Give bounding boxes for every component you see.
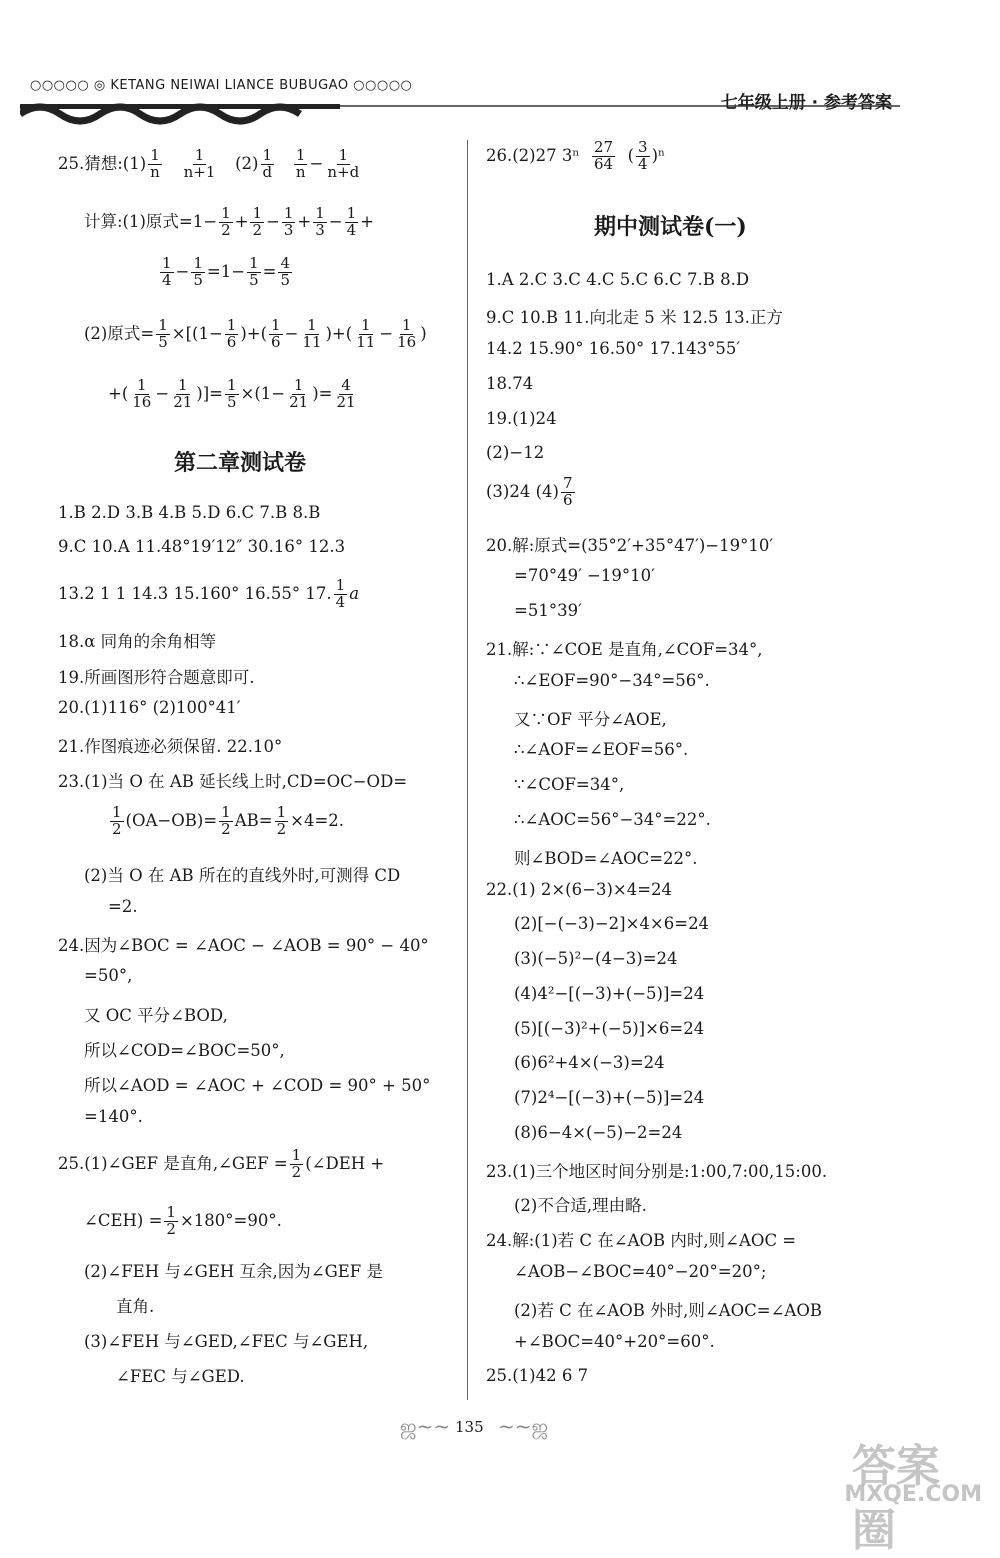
- denominator: 5: [280, 270, 290, 289]
- text-segment: −: [328, 211, 343, 231]
- fraction: [247, 256, 261, 289]
- denominator: 21: [289, 392, 309, 411]
- denominator: n+d: [327, 162, 360, 181]
- denominator: n: [295, 162, 306, 181]
- answer-line: =140°.: [84, 1107, 143, 1126]
- answer-line: (2)[−(−3)−2]×4×6=24: [514, 914, 710, 933]
- fraction: [171, 378, 194, 411]
- text-segment: )+(: [325, 323, 353, 343]
- numerator: 1: [150, 146, 160, 164]
- numerator: 1: [307, 316, 317, 334]
- text-segment: −: [175, 261, 190, 281]
- answer-line: 20.(1)116° (2)100°41′: [58, 698, 241, 717]
- denominator: d: [262, 162, 273, 181]
- header-decor-band: [20, 100, 900, 128]
- answer-line: (2)∠FEH 与∠GEH 互余,因为∠GEF 是: [84, 1262, 383, 1281]
- numerator: 1: [346, 204, 357, 222]
- fraction: [278, 256, 292, 289]
- fraction: [561, 476, 575, 509]
- answer-line: 23.(1)当 O 在 AB 延长线上时,CD=OC−OD=: [58, 772, 408, 791]
- denominator: 2: [112, 819, 122, 838]
- answer-line: ∠AOB−∠BOC=40°−20°=20°;: [514, 1262, 767, 1281]
- fraction: [345, 206, 359, 239]
- denominator: 5: [158, 332, 168, 351]
- numerator: 1: [166, 1203, 176, 1221]
- text-segment: ×4=2.: [290, 810, 345, 830]
- fraction: [395, 318, 418, 351]
- text-segment: 25.猜想:(1): [58, 153, 147, 173]
- fraction: [225, 318, 239, 351]
- denominator: 64: [594, 154, 614, 173]
- text-segment: ×180°=90°.: [179, 1210, 282, 1230]
- numerator: 1: [194, 146, 205, 164]
- answer-line: 24.因为∠BOC = ∠AOC − ∠AOB = 90° − 40°: [58, 936, 429, 955]
- answer-line: 20.解:原式=(35°2′+35°47′)−19°10′: [486, 536, 774, 555]
- text-segment: )ⁿ: [651, 145, 666, 165]
- right-q26: [486, 140, 665, 173]
- section-title-midterm: 期中测试卷(一): [594, 214, 747, 240]
- numerator: 1: [193, 254, 203, 272]
- answer-line: (3)(−5)²−(4−3)=24: [514, 949, 678, 968]
- numerator: 1: [112, 803, 122, 821]
- fraction: [250, 206, 264, 239]
- numerator: 1: [295, 146, 306, 164]
- fraction: [334, 378, 357, 411]
- answer-line: 24.解:(1)若 C 在∠AOB 内时,则∠AOC =: [486, 1231, 797, 1250]
- answer-line: 1.A 2.C 3.C 4.C 5.C 6.C 7.B 8.D: [486, 270, 750, 289]
- numerator: 4: [280, 254, 290, 272]
- denominator: 2: [221, 819, 231, 838]
- answer-line: +∠BOC=40°+20°=60°.: [514, 1332, 715, 1351]
- denominator: 21: [336, 392, 356, 411]
- answer-line: ∴∠EOF=90°−34°=56°.: [514, 671, 710, 690]
- fraction: [130, 378, 153, 411]
- answer-line: 9.C 10.B 11.向北走 5 米 12.5 13.正方: [486, 308, 783, 327]
- answer-line: [58, 578, 359, 611]
- footer-ornament-right-icon: ~~ஜ: [498, 1414, 549, 1438]
- text-segment: )=: [312, 383, 333, 403]
- header-series-title: ○○○○○ ◎ KETANG NEIWAI LIANCE BUBUGAO ○○○○○: [30, 78, 413, 93]
- watermark-logo: 答案圈 MXQE.COM: [844, 1441, 982, 1556]
- denominator: 3: [283, 220, 294, 239]
- numerator: 1: [137, 376, 147, 394]
- denominator: 4: [638, 154, 648, 173]
- text-segment: (2)原式=: [84, 323, 155, 343]
- answer-line: 21.作图痕迹必须保留. 22.10°: [58, 737, 283, 756]
- answer-line: 22.(1) 2×(6−3)×4=24: [486, 880, 673, 899]
- answer-line: ∠FEC 与∠GED.: [116, 1367, 245, 1386]
- answer-line: (6)6²+4×(−3)=24: [514, 1053, 665, 1072]
- answer-line: 25.(1)42 6 7: [486, 1366, 589, 1385]
- denominator: n+1: [183, 162, 216, 181]
- fraction: [287, 378, 310, 411]
- denominator: 6: [226, 332, 237, 351]
- text-segment: −: [155, 383, 170, 403]
- denominator: 5: [226, 392, 237, 411]
- fraction: [182, 148, 218, 181]
- text-segment: 26.(2)27 3ⁿ: [486, 145, 580, 165]
- numerator: 1: [252, 204, 263, 222]
- numerator: 1: [401, 316, 412, 334]
- fraction: [334, 578, 348, 611]
- numerator: 1: [162, 254, 172, 272]
- answer-line: (2)若 C 在∠AOB 外时,则∠AOC=∠AOB: [514, 1301, 822, 1320]
- answer-line: 直角.: [116, 1297, 155, 1316]
- text-segment: −: [284, 323, 299, 343]
- answer-line: 9.C 10.A 11.48°19′12″ 30.16° 12.3: [58, 537, 346, 556]
- numerator: 1: [177, 376, 188, 394]
- answer-line: 23.(1)三个地区时间分别是:1:00,7:00,15:00.: [486, 1162, 828, 1181]
- text-segment: ∠CEH) =: [84, 1210, 163, 1230]
- text-segment: )]=: [196, 383, 223, 403]
- answer-line: 18.α 同角的余角相等: [58, 632, 217, 651]
- numerator: 1: [271, 316, 281, 334]
- numerator: 1: [315, 204, 325, 222]
- answer-line: 14.2 15.90° 16.50° 17.143°55′: [486, 339, 741, 358]
- answer-line: (2)当 O 在 AB 所在的直线外时,可测得 CD: [84, 866, 401, 885]
- answer-line: 19.(1)24: [486, 409, 557, 428]
- answer-line: =70°49′ −19°10′: [514, 566, 655, 585]
- denominator: 2: [166, 1219, 176, 1238]
- text-segment: (∠DEH +: [305, 1153, 385, 1173]
- text-segment: =: [262, 261, 277, 281]
- text-segment: ×[(1−: [171, 323, 223, 343]
- denominator: 6: [271, 332, 281, 351]
- answer-line: ∴∠AOC=56°−34°=22°.: [514, 810, 711, 829]
- numerator: 27: [594, 138, 614, 156]
- answer-line: [84, 1205, 282, 1238]
- answer-line: 所以∠COD=∠BOC=50°,: [84, 1041, 285, 1060]
- fraction: [261, 148, 275, 181]
- text-segment: −: [309, 153, 324, 173]
- denominator: 11: [302, 332, 322, 351]
- answer-line: (2)−12: [486, 443, 545, 462]
- fraction: [164, 1205, 178, 1238]
- answer-line: [486, 476, 577, 509]
- fraction: [300, 318, 323, 351]
- numerator: 1: [338, 146, 349, 164]
- text-segment: ×(1−: [240, 383, 286, 403]
- numerator: 1: [249, 254, 259, 272]
- fraction: [148, 148, 162, 181]
- answer-line: 1.B 2.D 3.B 4.B 5.D 6.C 7.B 8.B: [58, 503, 321, 522]
- denominator: n: [150, 162, 160, 181]
- fraction: [156, 318, 170, 351]
- answer-line: (5)[(−3)²+(−5)]×6=24: [514, 1019, 705, 1038]
- left-calc-2: [84, 318, 427, 351]
- numerator: 7: [563, 474, 573, 492]
- text-segment: +: [234, 211, 249, 231]
- denominator: 4: [335, 592, 346, 611]
- numerator: 1: [221, 204, 231, 222]
- denominator: 3: [315, 220, 325, 239]
- header-book-title: 七年级上册 · 参考答案: [720, 93, 892, 113]
- answer-line: =50°,: [84, 966, 133, 985]
- answer-line: 则∠BOD=∠AOC=22°.: [514, 849, 698, 868]
- text-segment: −: [379, 323, 394, 343]
- answer-line: (3)∠FEH 与∠GED,∠FEC 与∠GEH,: [84, 1332, 369, 1351]
- fraction: [290, 1148, 304, 1181]
- fraction: [269, 318, 283, 351]
- fraction: [282, 206, 296, 239]
- text-segment: +: [360, 211, 374, 231]
- answer-line: (7)2⁴−[(−3)+(−5)]=24: [514, 1088, 705, 1107]
- column-divider: [467, 140, 468, 1400]
- fraction: [275, 805, 289, 838]
- footer-ornament-left-icon: ஜ~~: [400, 1414, 451, 1438]
- left-calc-2-cont: [108, 378, 360, 411]
- text-segment: 13.2 1 1 14.3 15.160° 16.55° 17.: [58, 583, 332, 603]
- text-segment: )+(: [240, 323, 268, 343]
- answer-line: (8)6−4×(−5)−2=24: [514, 1123, 683, 1142]
- answer-line: (4)4²−[(−3)+(−5)]=24: [514, 984, 705, 1003]
- denominator: 5: [249, 270, 259, 289]
- numerator: 3: [638, 138, 648, 156]
- fraction: [219, 805, 233, 838]
- fraction: [294, 148, 308, 181]
- denominator: 5: [193, 270, 203, 289]
- fraction: [313, 206, 327, 239]
- answer-line: ∴∠AOF=∠EOF=56°.: [514, 740, 689, 759]
- text-segment: =1−: [206, 261, 246, 281]
- numerator: 1: [226, 316, 237, 334]
- numerator: 1: [226, 376, 237, 394]
- answer-line: 所以∠AOD = ∠AOC + ∠COD = 90° + 50°: [84, 1076, 431, 1095]
- denominator: 2: [252, 220, 263, 239]
- denominator: 21: [173, 392, 193, 411]
- fraction: [225, 378, 239, 411]
- numerator: 1: [283, 204, 294, 222]
- numerator: 1: [335, 576, 346, 594]
- answer-line: 18.74: [486, 374, 534, 393]
- fraction: [160, 256, 174, 289]
- answer-line: 又 OC 平分∠BOD,: [84, 1006, 228, 1025]
- page-number: 135: [455, 1418, 484, 1436]
- numerator: 4: [341, 376, 351, 394]
- text-segment: (3)24 (4): [486, 481, 559, 501]
- text-segment: 计算:(1)原式=1−: [84, 211, 218, 231]
- numerator: 1: [262, 146, 273, 164]
- text-segment: −: [266, 211, 280, 231]
- fraction: [592, 140, 615, 173]
- left-calc-1: [84, 206, 374, 239]
- text-segment: ): [420, 323, 427, 343]
- numerator: 1: [291, 1146, 302, 1164]
- left-q25-guess: [58, 148, 363, 181]
- fraction: [110, 805, 124, 838]
- answer-line: 19.所画图形符合题意即可.: [58, 668, 255, 687]
- denominator: 16: [132, 392, 152, 411]
- answer-line: =2.: [108, 897, 138, 916]
- answer-line: (2)不合适,理由略.: [514, 1196, 647, 1215]
- text-segment: (OA−OB)=: [125, 810, 218, 830]
- fraction: [354, 318, 377, 351]
- fraction: [191, 256, 205, 289]
- fraction: [325, 148, 361, 181]
- answer-line: 21.解:∵∠COE 是直角,∠COF=34°,: [486, 640, 763, 659]
- fraction: [219, 206, 233, 239]
- denominator: 4: [346, 220, 357, 239]
- numerator: 1: [293, 376, 304, 394]
- numerator: 1: [360, 316, 371, 334]
- answer-line: ∵∠COF=34°,: [514, 775, 625, 794]
- text-segment: (: [627, 145, 635, 165]
- text-segment: AB=: [234, 810, 273, 830]
- denominator: 6: [563, 490, 573, 509]
- text-segment: +(: [108, 383, 129, 403]
- denominator: 2: [276, 819, 287, 838]
- fraction: [636, 140, 650, 173]
- denominator: 2: [221, 220, 231, 239]
- answer-line: [58, 1148, 384, 1181]
- answer-line: =51°39′: [514, 601, 582, 620]
- text-segment: a: [349, 583, 360, 603]
- section-title-ch2: 第二章测试卷: [174, 450, 307, 476]
- text-segment: +: [297, 211, 312, 231]
- answer-line: 又∵OF 平分∠AOE,: [514, 710, 667, 729]
- numerator: 1: [221, 803, 231, 821]
- text-segment: (2): [235, 153, 259, 173]
- answer-line: [108, 805, 344, 838]
- denominator: 11: [356, 332, 376, 351]
- denominator: 16: [397, 332, 417, 351]
- denominator: 4: [162, 270, 172, 289]
- text-segment: 25.(1)∠GEF 是直角,∠GEF =: [58, 1153, 288, 1173]
- left-calc-1-cont: [158, 256, 294, 289]
- denominator: 2: [291, 1162, 302, 1181]
- numerator: 1: [158, 316, 168, 334]
- numerator: 1: [276, 803, 287, 821]
